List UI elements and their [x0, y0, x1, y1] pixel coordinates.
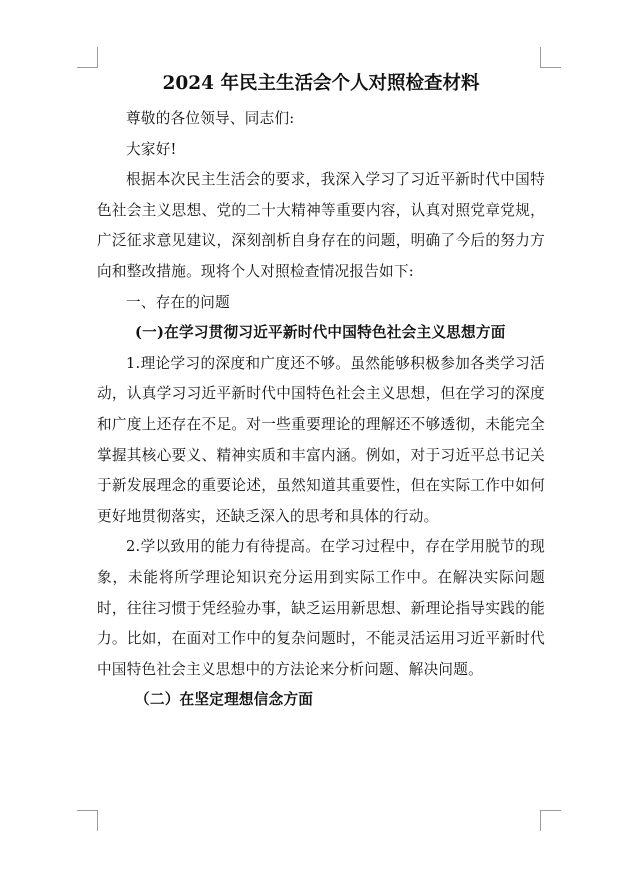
document-title: 2024 年民主生活会个人对照检查材料	[162, 73, 480, 94]
salutation: 尊敬的各位领导、同志们:	[126, 110, 295, 127]
intro-paragraph: 根据本次民主生活会的要求，我深入学习了习近平新时代中国特色社会主义思想、党的二十大精神等重要内容，认真对照党章党规，广泛征求意见建议，深刻剖析自身存在的问题，明确了今后的努力方向和整改措施。现将个人对照检查情况报告如下:	[97, 171, 545, 280]
subsection-heading-1: (一)在学习贯彻习近平新时代中国特色社会主义思想方面	[135, 324, 506, 342]
document-body	[97, 68, 545, 716]
subsection-heading-2: （二）在坚定理想信念方面	[135, 691, 314, 709]
margin-mark-bottom-left	[77, 810, 98, 831]
body-paragraph-2: 2.学以致用的能力有待提高。在学习过程中，存在学用脱节的现象，未能将所学理论知识充分运用到实际工作中。在解决实际问题时，往往习惯于凭经验办事，缺乏运用新思想、新理论指导实践的能力。比如，在面对工作中的复杂问题时，不能灵活运用习近平新时代中国特色社会主义思想中的方法论来分析问题、解决问题。	[97, 538, 545, 678]
greeting: 大家好!	[126, 140, 177, 158]
section-heading: 一、存在的问题	[126, 293, 230, 311]
body-paragraph-1: 1.理论学习的深度和广度还不够。虽然能够积极参加各类学习活动，认真学习习近平新时代中国特色社会主义思想，但在学习的深度和广度上还存在不足。对一些重要理论的理解还不够透彻，未能完全掌握其核心要义、精神实质和丰富内涵。例如，对于习近平总书记关于新发展理念的重要论述，虽然知道其重要性，但在实际工作中如何更好地贯彻落实，还缺乏深入的思考和具体的行动。	[97, 354, 545, 525]
margin-mark-top-left	[77, 47, 98, 68]
margin-mark-bottom-right	[540, 810, 561, 831]
margin-mark-top-right	[540, 47, 561, 68]
